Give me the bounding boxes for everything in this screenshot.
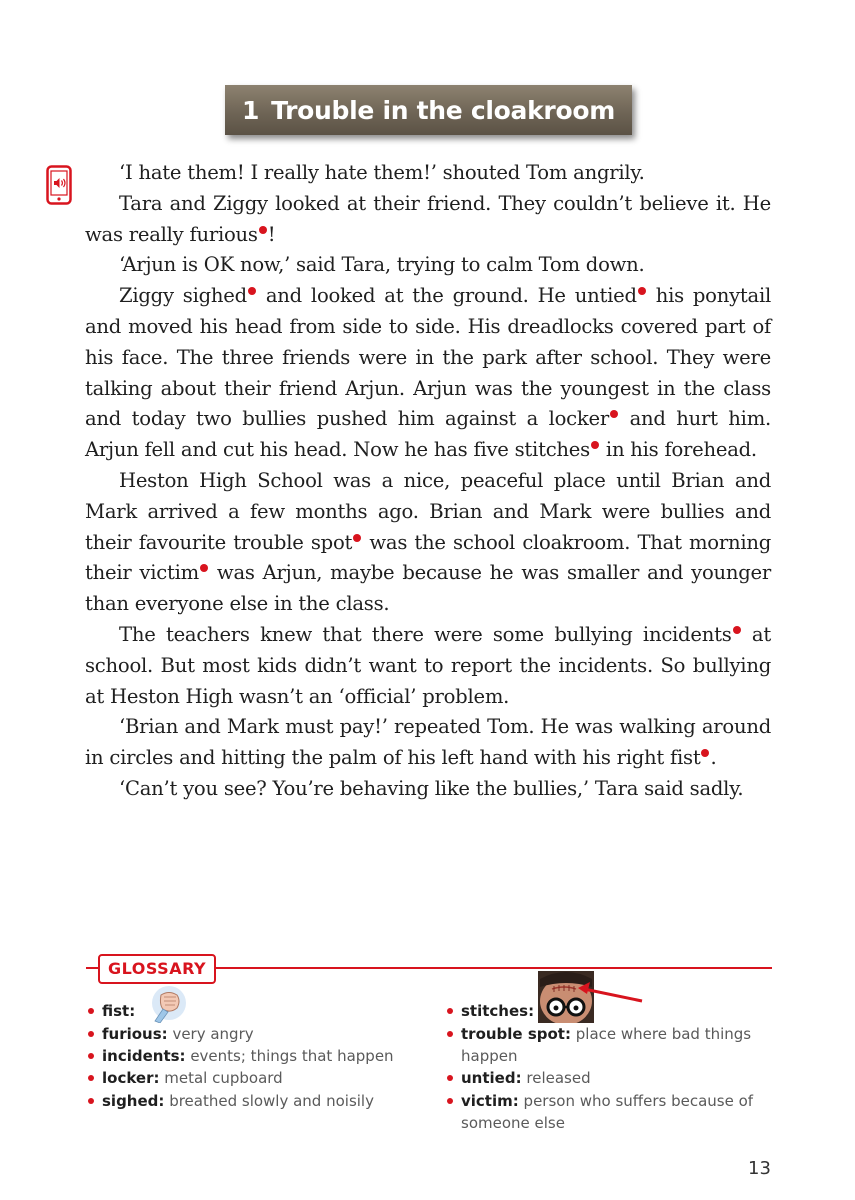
- story-text-run: ‘I hate them! I really hate them!’ shouted Tom angrily.: [119, 161, 645, 184]
- stitches-picture: [538, 971, 646, 1023]
- glossary-term: stitches:: [461, 1002, 535, 1020]
- story-text-run: Ziggy sighed: [119, 284, 247, 308]
- chapter-title-banner: [225, 85, 632, 135]
- story-text-run: and hurt him. Arjun fell and cut his head. Now he has five stitches: [85, 407, 771, 462]
- fist-picture: [139, 985, 189, 1023]
- story-text-run: was Arjun, maybe because he was smaller and younger than everyone else in the class.: [85, 561, 771, 616]
- glossary-entry: [445, 1067, 775, 1089]
- glossary-entry: [86, 1023, 426, 1045]
- glossary-heading: GLOSSARY: [98, 954, 216, 984]
- chapter-title: Trouble in the cloakroom: [271, 95, 615, 125]
- glossary-marker-dot: [610, 410, 618, 418]
- glossary-term: incidents:: [102, 1046, 186, 1065]
- glossary-term: victim:: [461, 1091, 519, 1110]
- story-text-run: ‘Arjun is OK now,’ said Tara, trying to calm Tom down.: [119, 253, 645, 277]
- story-paragraph: [85, 774, 771, 805]
- glossary-term: sighed:: [102, 1091, 165, 1110]
- story-text-run: !: [267, 222, 276, 246]
- story-paragraph: [85, 158, 771, 189]
- glossary-term: furious:: [102, 1024, 168, 1043]
- story-text-run: in his forehead.: [599, 438, 757, 462]
- glossary-marker-dot: [591, 441, 599, 449]
- glossary-definition: place where bad things happen: [461, 1024, 752, 1065]
- glossary-entry: [86, 1000, 426, 1023]
- story-paragraph: [85, 281, 771, 466]
- glossary-marker-dot: [638, 287, 646, 295]
- story-text-run: ‘Can’t you see? You’re behaving like the bullies,’ Tara said sadly.: [119, 776, 744, 800]
- glossary-entry: [445, 1000, 775, 1023]
- story-paragraph: [85, 250, 771, 281]
- story-text-run: was the school cloakroom. That morning their victim: [85, 530, 771, 585]
- story-text-run: Heston High School was a nice, peaceful place until Brian and Mark arrived a few months ago. Brian and Mark were bullies and their favourite trouble spot: [85, 468, 771, 554]
- glossary-marker-dot: [701, 749, 709, 757]
- glossary-marker-dot: [259, 226, 267, 234]
- glossary-definition: very angry: [172, 1024, 254, 1043]
- glossary-term: locker:: [102, 1069, 160, 1088]
- story-paragraph: [85, 712, 771, 774]
- glossary-definition: events; things that happen: [190, 1046, 394, 1065]
- story-text-run: ‘Brian and Mark must pay!’ repeated Tom. He was walking around in circles and hitting the palm of his left hand with his right fist: [85, 715, 771, 770]
- glossary-definition: person who suffers because of someone else: [461, 1091, 754, 1133]
- story-text-run: at school. But most kids didn’t want to report the incidents. So bullying at Heston High wasn’t an ‘official’ problem.: [85, 622, 771, 708]
- glossary-column-left: [86, 1000, 426, 1112]
- glossary-term: fist:: [102, 1002, 136, 1020]
- story-text-run: The teachers knew that there were some bullying incidents: [119, 622, 732, 646]
- glossary-marker-dot: [733, 626, 741, 634]
- glossary-marker-dot: [200, 564, 208, 572]
- story-text-run: .: [710, 746, 717, 770]
- glossary-term: trouble spot:: [461, 1024, 571, 1043]
- glossary-column-right: [445, 1000, 775, 1135]
- glossary-definition: released: [526, 1069, 591, 1088]
- glossary-entry: [86, 1045, 426, 1067]
- glossary-definition: metal cupboard: [164, 1069, 283, 1088]
- glossary-entry: [445, 1023, 775, 1068]
- glossary-definition: breathed slowly and noisily: [169, 1091, 374, 1110]
- phone-audio-icon[interactable]: [46, 165, 72, 205]
- story-text-run: his ponytail and moved his head from side to side. His dreadlocks covered part of his face. The three friends were in the park after school. They were talking about their friend Arjun. Arjun was the youngest in the class and today two bullies pushed him against a locker: [85, 284, 772, 431]
- glossary-term: untied:: [461, 1069, 522, 1088]
- chapter-number: 1: [242, 95, 260, 125]
- glossary-entry: [86, 1067, 426, 1089]
- glossary-marker-dot: [248, 287, 256, 295]
- glossary-entry: [445, 1090, 775, 1135]
- story-paragraph: [85, 189, 771, 251]
- story-text: [85, 158, 771, 805]
- glossary-marker-dot: [353, 534, 361, 542]
- story-text-run: Tara and Ziggy looked at their friend. They couldn’t believe it. He was really furious: [85, 191, 771, 246]
- page-number: 13: [748, 1158, 771, 1179]
- story-paragraph: [85, 620, 771, 712]
- story-paragraph: [85, 466, 771, 620]
- glossary-entry: [86, 1090, 426, 1112]
- story-text-run: and looked at the ground. He untied: [256, 284, 637, 308]
